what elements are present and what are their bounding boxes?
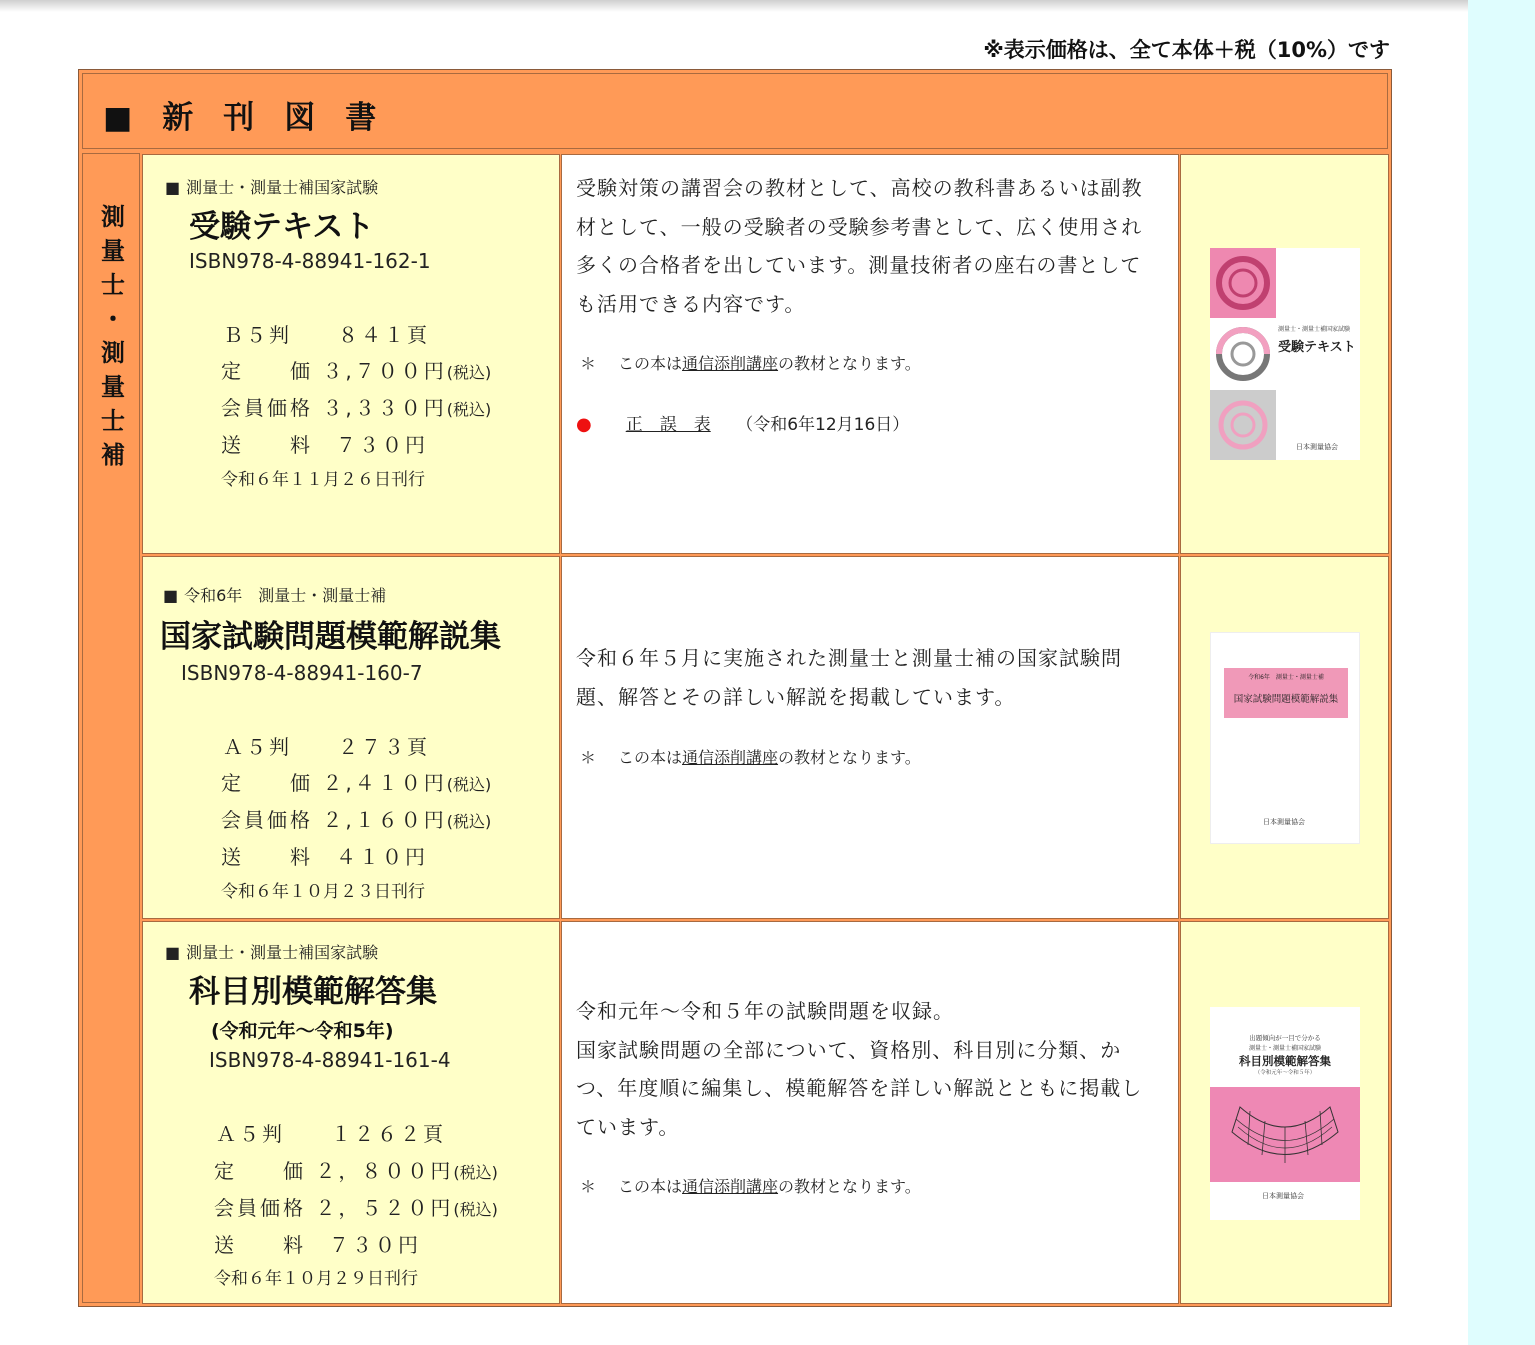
cover-publisher: 日本測量協会	[1296, 443, 1338, 451]
book-price: 定 価 ２，８００円(税込)	[214, 1159, 498, 1183]
cover-tagline: 出題傾向が一目で分かる	[1249, 1034, 1321, 1042]
book-member-price: 会員価格 ２，５２０円(税込)	[214, 1196, 498, 1220]
book-info-cell	[142, 556, 560, 919]
book-note: ＊ この本は通信添削講座の教材となります。	[580, 354, 921, 373]
book-shipping: 送 料 ７３０円	[221, 433, 428, 457]
cover-series: 測量士・測量士補国家試験	[1278, 326, 1351, 333]
book-subtitle: (令和元年～令和5年)	[211, 1020, 394, 1042]
book-published-date: 令和６年１１月２６日刊行	[221, 470, 425, 490]
book-description-cell	[561, 921, 1179, 1304]
section-title: ■新刊図書	[103, 100, 407, 136]
book-published-date: 令和６年１０月２３日刊行	[221, 882, 425, 902]
book-cover-image[interactable]	[1210, 632, 1360, 844]
book-isbn: ISBN978-4-88941-160-7	[181, 661, 423, 685]
book-member-price: 会員価格 ３,３３０円(税込)	[221, 396, 492, 420]
right-side-strip	[1468, 0, 1535, 1345]
globe-grid-graphic	[1210, 1087, 1360, 1182]
correspondence-course-link[interactable]: 通信添削講座	[682, 748, 779, 767]
book-format: Ｂ５判 ８４１頁	[223, 323, 430, 347]
book-format: Ａ５判 １２６２頁	[216, 1122, 446, 1146]
book-series: ■ 測量士・測量士補国家試験	[165, 943, 379, 962]
book-note: ＊ この本は通信添削講座の教材となります。	[580, 1177, 921, 1196]
book-format: Ａ５判 ２７３頁	[223, 735, 430, 759]
book-description: 受験対策の講習会の教材として、高校の教科書あるいは副教材として、一般の受験者の受験参考書として、広く使用され多くの合格者を出しています。測量技術者の座右の書としても活用できる内容です。	[576, 176, 1143, 316]
book-series: ■ 令和6年 測量士・測量士補	[163, 586, 387, 605]
cover-title: 科目別模範解答集	[1239, 1054, 1331, 1068]
book-description-cell	[561, 556, 1179, 919]
book-shipping: 送 料 ４１０円	[221, 845, 428, 869]
table-header	[82, 73, 1388, 149]
book-price: 定 価 ３,７００円(税込)	[221, 359, 492, 383]
book-cover-cell	[1180, 556, 1389, 919]
cover-publisher: 日本測量協会	[1263, 818, 1305, 826]
square-bullet-icon: ■	[165, 943, 181, 962]
book-price: 定 価 ２,４１０円(税込)	[221, 771, 492, 795]
description-line: 国家試験問題の全部について、資格別、科目別に分類、かつ、年度順に編集し、模範解答を詳しい解説とともに掲載しています。	[576, 1037, 1143, 1139]
new-books-table	[78, 69, 1392, 1307]
book-title: 国家試験問題模範解説集	[160, 619, 501, 655]
cover-title: 受験テキスト	[1278, 340, 1356, 355]
tax-notice: ※表示価格は、全て本体＋税（10%）です	[983, 38, 1390, 62]
book-isbn: ISBN978-4-88941-162-1	[189, 249, 431, 273]
category-label: 測量士・測量士補	[96, 204, 125, 476]
book-title: 受験テキスト	[189, 209, 375, 245]
description-line: 令和元年～令和５年の試験問題を収録。	[576, 999, 954, 1023]
book-cover-image[interactable]	[1210, 248, 1360, 460]
book-series: ■ 測量士・測量士補国家試験	[165, 178, 379, 197]
errata-row: ● 正 誤 表 （令和6年12月16日）	[576, 414, 910, 435]
cover-title: 国家試験問題模範解説集	[1233, 694, 1339, 705]
book-description-cell	[561, 154, 1179, 554]
correspondence-course-link[interactable]: 通信添削講座	[682, 1177, 779, 1196]
book-isbn: ISBN978-4-88941-161-4	[209, 1048, 451, 1072]
book-cover-cell	[1180, 921, 1389, 1304]
book-description: 令和６年５月に実施された測量士と測量士補の国家試験問題、解答とその詳しい解説を掲載しています。	[576, 646, 1122, 709]
errata-link[interactable]: 正 誤 表	[625, 415, 711, 435]
red-dot-icon: ●	[576, 414, 592, 435]
cover-publisher: 日本測量協会	[1262, 1192, 1304, 1200]
book-note: ＊ この本は通信添削講座の教材となります。	[580, 748, 921, 767]
cover-range: （令和元年～令和５年）	[1254, 1070, 1316, 1076]
category-label-cell	[82, 153, 140, 1303]
book-shipping: 送 料 ７３０円	[214, 1233, 421, 1257]
cover-band	[1210, 1087, 1360, 1182]
square-bullet-icon: ■	[165, 178, 181, 197]
book-published-date: 令和６年１０月２９日刊行	[214, 1269, 418, 1289]
cover-series: 令和6年 測量士・測量士補	[1248, 674, 1324, 681]
book-title: 科目別模範解答集	[189, 974, 437, 1010]
book-member-price: 会員価格 ２,１６０円(税込)	[221, 808, 492, 832]
book-info-cell	[142, 154, 560, 554]
cover-series: 測量士・測量士補国家試験	[1248, 1045, 1321, 1052]
top-shadow	[0, 0, 1535, 12]
book-cover-cell	[1180, 154, 1389, 554]
correspondence-course-link[interactable]: 通信添削講座	[682, 354, 779, 373]
book-info-cell	[142, 921, 560, 1304]
book-description	[576, 992, 1161, 1146]
book-cover-image[interactable]	[1210, 1007, 1360, 1220]
square-bullet-icon: ■	[163, 586, 179, 605]
